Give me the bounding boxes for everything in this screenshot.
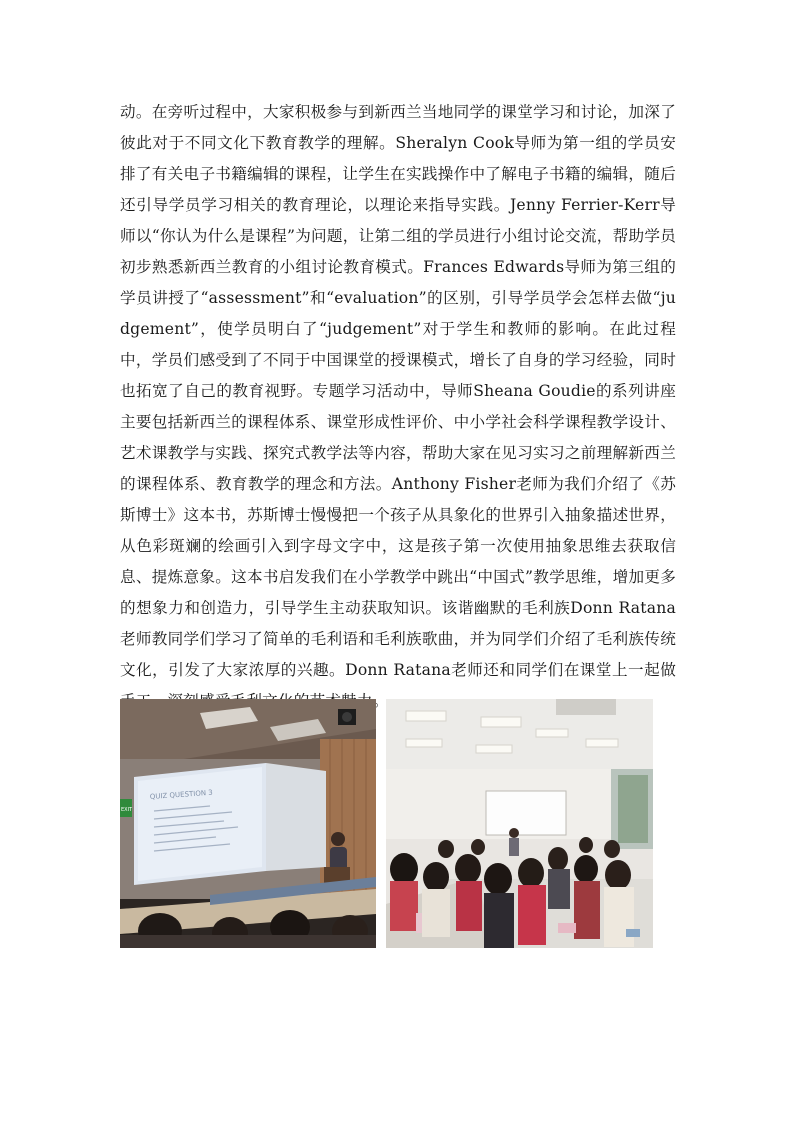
slide-title: QUIZ QUESTION 3	[149, 788, 213, 801]
lecture-photo	[120, 699, 376, 948]
classroom-photo	[386, 699, 653, 948]
exit-sign: EXIT	[121, 807, 133, 813]
watermark: ​	[157, 571, 223, 656]
body-paragraph: 动。在旁听过程中，大家积极参与到新西兰当地同学的课堂学习和讨论，加深了彼此对于不同文化下教育教学的理解。Sheralyn Cook导师为第一组的学员安排了有关电子书籍编辑的课程，让学生在实践操作中了解电子书籍的编辑，随后还引导学员学习相关的教育理论，以理论来指导实践。Jenny Ferrier-Kerr导师以“你认为什么是课程”为问题，让第二组的学员进行小组讨论交流，帮助学员初步熟悉新西兰教育的小组讨论教育模式。Frances Edwards导师为第三组的学员讲授了“assessment”和“evaluation”的区别，引导学员学会怎样去做“judgement”，使学员明白了“judgement”对于学生和教师的影响。在此过程中，学员们感受到了不同于中国课堂的授课模式，增长了自身的学习经验，同时也拓宽了自己的教育视野。专题学习活动中，导师Sheana Goudie的系列讲座主要包括新西兰的课程体系、课堂形成性评价、中小学社会科学课程教学设计、艺术课教学与实践、探究式教学法等内容，帮助大家在见习实习之前理解新西兰的课程体系、教育教学的理念和方法。Anthony Fisher老师为我们介绍了《苏斯博士》这本书，苏斯博士慢慢把一个孩子从具象化的世界引入抽象描述世界，从色彩斑斓的绘画引入到字母文字中，这是孩子第一次使用抽象思维去获取信息、提炼意象。这本书启发我们在小学教学中跳出“中国式”教学思维，增加更多的想象力和创造力，引导学生主动获取知识。该谐幽默的毛利族Donn Ratana老师教同学们学习了简单的毛利语和毛利族歌曲，并为同学们介绍了毛利族传统文化，引发了大家浓厚的兴趣。Donn Ratana老师还和同学们在课堂上一起做 。	[120, 103, 676, 710]
